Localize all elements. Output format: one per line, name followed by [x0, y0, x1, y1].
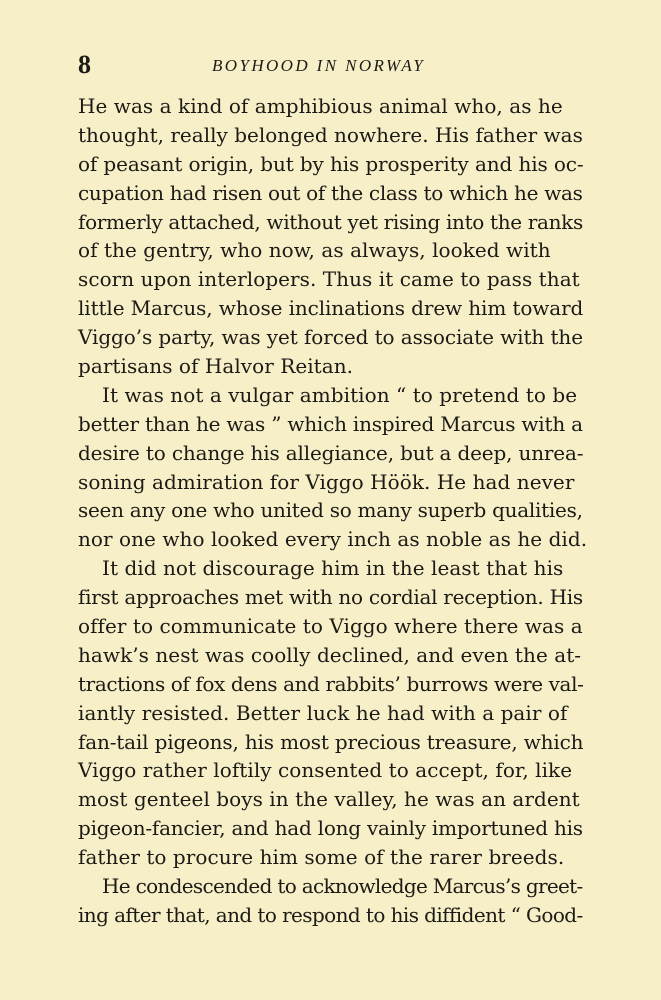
- body-text: [78, 92, 588, 930]
- text-line: He was a kind of amphibious animal who, as he: [78, 94, 563, 118]
- text-line: Viggo’s party, was yet forced to associate with the: [78, 325, 583, 350]
- text-line: first approaches met with no cordial reception. His: [78, 585, 583, 610]
- text-line: He condescended to acknowledge Marcus’s greet-: [102, 874, 583, 899]
- text-line: pigeon-fancier, and had long vainly importuned his: [78, 816, 583, 841]
- text-line: father to procure him some of the rarer breeds.: [78, 845, 565, 870]
- text-line: better than he was ” which inspired Marcus with a: [78, 411, 583, 436]
- text-line: partisans of Halvor Reitan.: [78, 354, 354, 379]
- text-line: seen any one who united so many superb qualities,: [78, 498, 583, 523]
- text-line: soning admiration for Viggo Höök. He had never: [78, 469, 575, 494]
- text-line: iantly resisted. Better luck he had with a pair of: [78, 700, 568, 725]
- text-line: of peasant origin, but by his prosperity and his oc-: [78, 151, 584, 176]
- text-line: It was not a vulgar ambition “ to pretend to be: [102, 382, 578, 407]
- text-line: Viggo rather loftily consented to accept, for, like: [78, 758, 573, 783]
- text-line: cupation had risen out of the class to which he was: [78, 180, 583, 205]
- text-line: It did not discourage him in the least that his: [102, 556, 564, 581]
- page-number: 8: [78, 50, 91, 79]
- text-line: fan-tail pigeons, his most precious treasure, which: [78, 729, 584, 754]
- running-head: [78, 50, 583, 80]
- text-line: of the gentry, who now, as always, looked with: [78, 238, 551, 263]
- running-title: BOYHOOD IN NORWAY: [212, 56, 426, 75]
- text-line: little Marcus, whose inclinations drew him toward: [78, 296, 584, 321]
- text-line: desire to change his allegiance, but a deep, unrea-: [78, 440, 584, 465]
- text-line: thought, really belonged nowhere. His father was: [78, 122, 583, 147]
- text-line: tractions of fox dens and rabbits’ burrows were val-: [78, 671, 584, 696]
- text-line: ing after that, and to respond to his diffident “ Good-: [78, 902, 583, 927]
- text-line: nor one who looked every inch as noble as he did.: [78, 527, 588, 552]
- text-line: hawk’s nest was coolly declined, and even the at-: [78, 642, 582, 667]
- text-line: scorn upon interlopers. Thus it came to pass that: [78, 267, 580, 292]
- text-line: offer to communicate to Viggo where there was a: [78, 614, 583, 639]
- text-line: formerly attached, without yet rising into the ranks: [78, 209, 583, 234]
- text-line: most genteel boys in the valley, he was an ardent: [78, 787, 580, 812]
